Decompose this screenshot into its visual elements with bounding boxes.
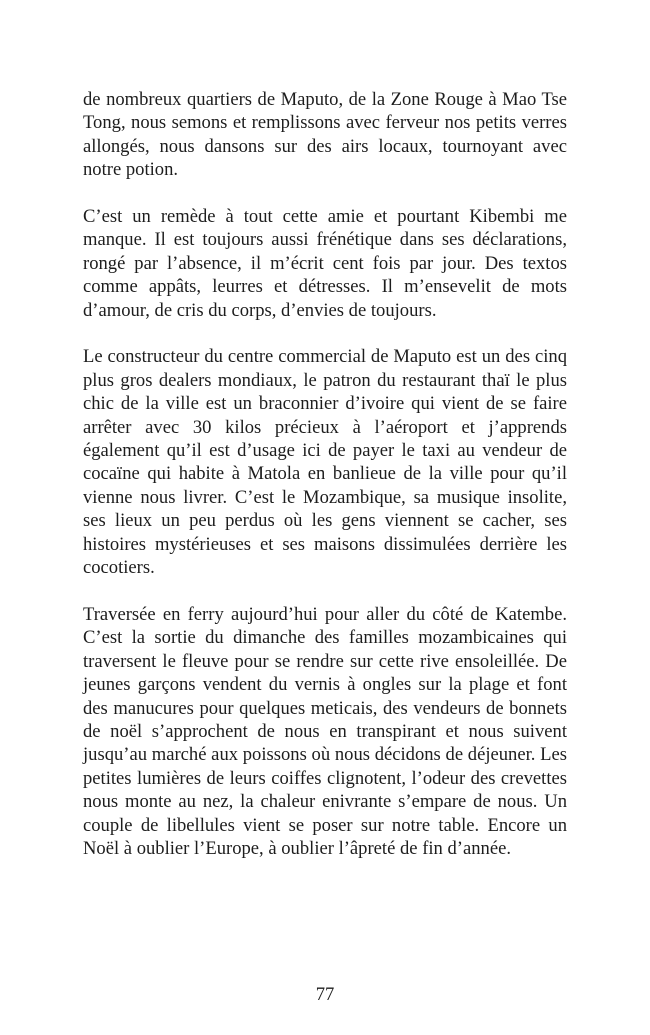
body-text [83, 88, 567, 884]
page-number: 77 [315, 984, 335, 1005]
paragraph-2: C’est un remède à tout cette amie et pourtant Kibembi me manque. Il est toujours aussi frénétique dans ses déclarations, rongé par l’absence, il m’écrit cent fois par jour. Des textos comme appâts, leurres et détresses. Il m’ensevelit de mots d’amour, de cris du corps, d’envies de toujours. [83, 206, 567, 321]
paragraph-3: Le constructeur du centre commercial de Maputo est un des cinq plus gros dealers mondiaux, le patron du restaurant thaï le plus chic de la ville est un braconnier d’ivoire qui vient de se faire arrêter avec 30 kilos précieux à l’aéroport et j’apprends également qu’il est d’usage ici de payer le taxi au vendeur de cocaïne qui habite à Matola en banlieue de la ville pour qu’il vienne nous livrer. C’est le Mozambique, sa musique insolite, ses lieux un peu perdus où les gens viennent se cacher, ses histoires mystérieuses et ses maisons dissimulées derrière les cocotiers. [83, 346, 567, 579]
paragraph-1: de nombreux quartiers de Maputo, de la Zone Rouge à Mao Tse Tong, nous semons et remplissons avec ferveur nos petits verres allongés, nous dansons sur des airs locaux, tournoyant avec notre potion. [83, 89, 567, 181]
paragraph-4: Traversée en ferry aujourd’hui pour aller du côté de Katembe. C’est la sortie du dimanche des familles mozambicaines qui traversent le fleuve pour se rendre sur cette rive ensoleillée. De jeunes garçons vendent du vernis à ongles sur la plage et font des manucures pour quelques meticais, des vendeurs de bonnets de noël s’approchent de nous en transpirant et nous suivent jusqu’au marché aux poissons où nous décidons de déjeuner. Les petites lumières de leurs coiffes clignotent, l’odeur des crevettes nous monte au nez, la chaleur enivrante s’empare de nous. Un couple de libellules vient se poser sur notre table. Encore un Noël à oublier l’Europe, à oublier l’âpreté de fin d’année. [83, 603, 567, 859]
